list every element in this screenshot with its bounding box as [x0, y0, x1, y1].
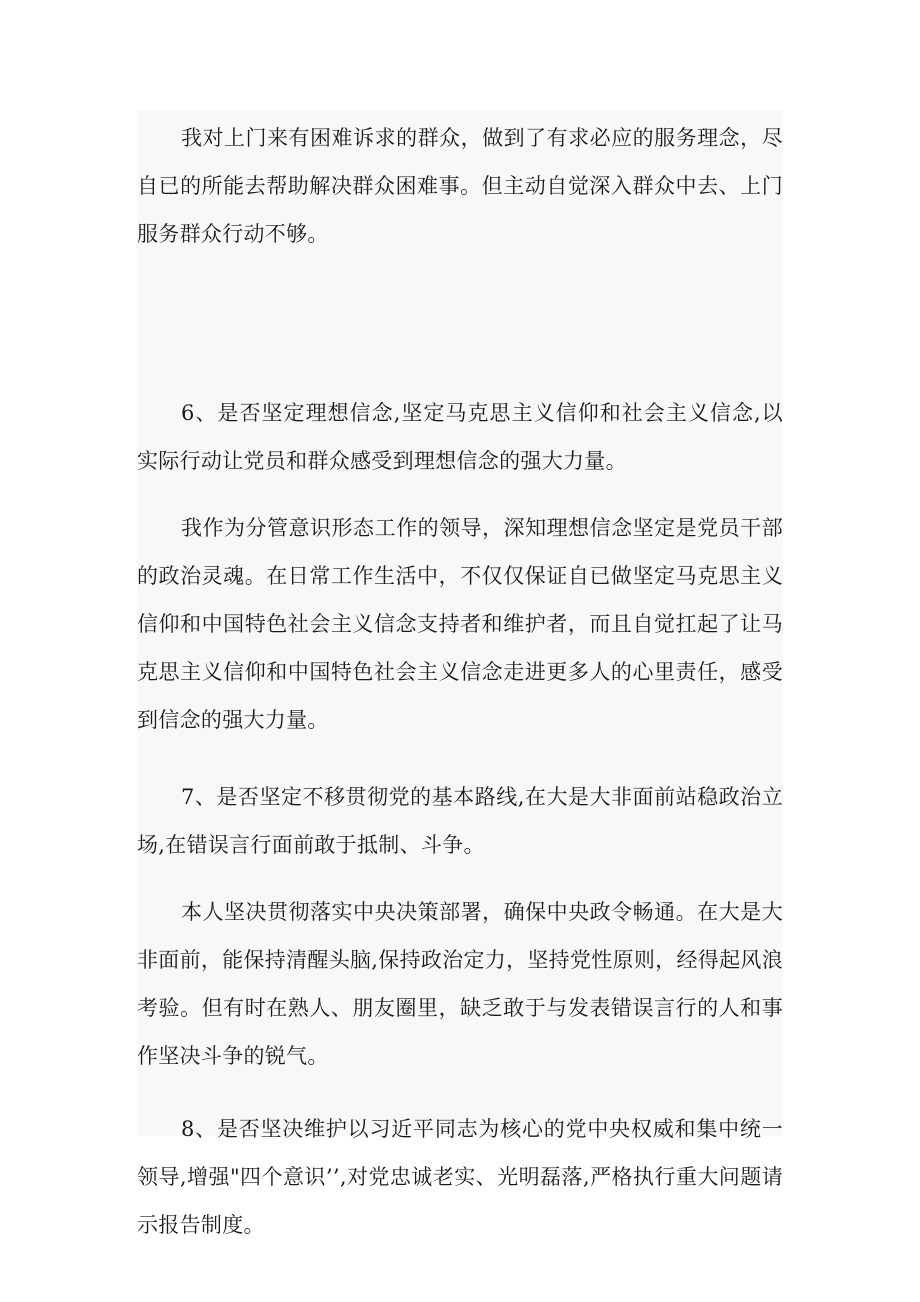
document-page [137, 110, 783, 1237]
question-8-central-authority: 8、是否坚决维护以习近平同志为核心的党中央权威和集中统一领导,增强"四个意识’’,对党忠诚老实、光明磊落,严格执行重大问题请示报告制度。 [137, 1117, 783, 1237]
paragraph-ideology-work: 我作为分管意识形态工作的领导，深知理想信念坚定是党员干部的政治灵魂。在日常工作生活中，不仅仅保证自已做坚定马克思主义信仰和中国特色社会主义信念支持者和维护者，而且自觉扛起了让马克思主义信仰和中国特色社会主义信念走进更多人的心里责任，感受到信念的强大力量。 [137, 516, 783, 732]
question-6-ideals-beliefs: 6、是否坚定理想信念,坚定马克思主义信仰和社会主义信念,以实际行动让党员和群众感受到理想信念的强大力量。 [137, 401, 783, 473]
paragraph-service-attitude: 我对上门来有困难诉求的群众，做到了有求必应的服务理念，尽自已的所能去帮助解决群众困难事。但主动自觉深入群众中去、上门服务群众行动不够。 [137, 126, 783, 246]
question-7-basic-line: 7、是否坚定不移贯彻党的基本路线,在大是大非面前站稳政治立场,在错误言行面前敢于抵制、斗争。 [137, 785, 783, 857]
paragraph-central-decisions: 本人坚决贯彻落实中央决策部署，确保中央政令畅通。在大是大非面前，能保持清醒头脑,保持政治定力，坚持党性原则，经得起风浪考验。但有时在熟人、朋友圈里，缺乏敢于与发表错误言行的人和事作坚决斗争的锐气。 [137, 900, 783, 1068]
